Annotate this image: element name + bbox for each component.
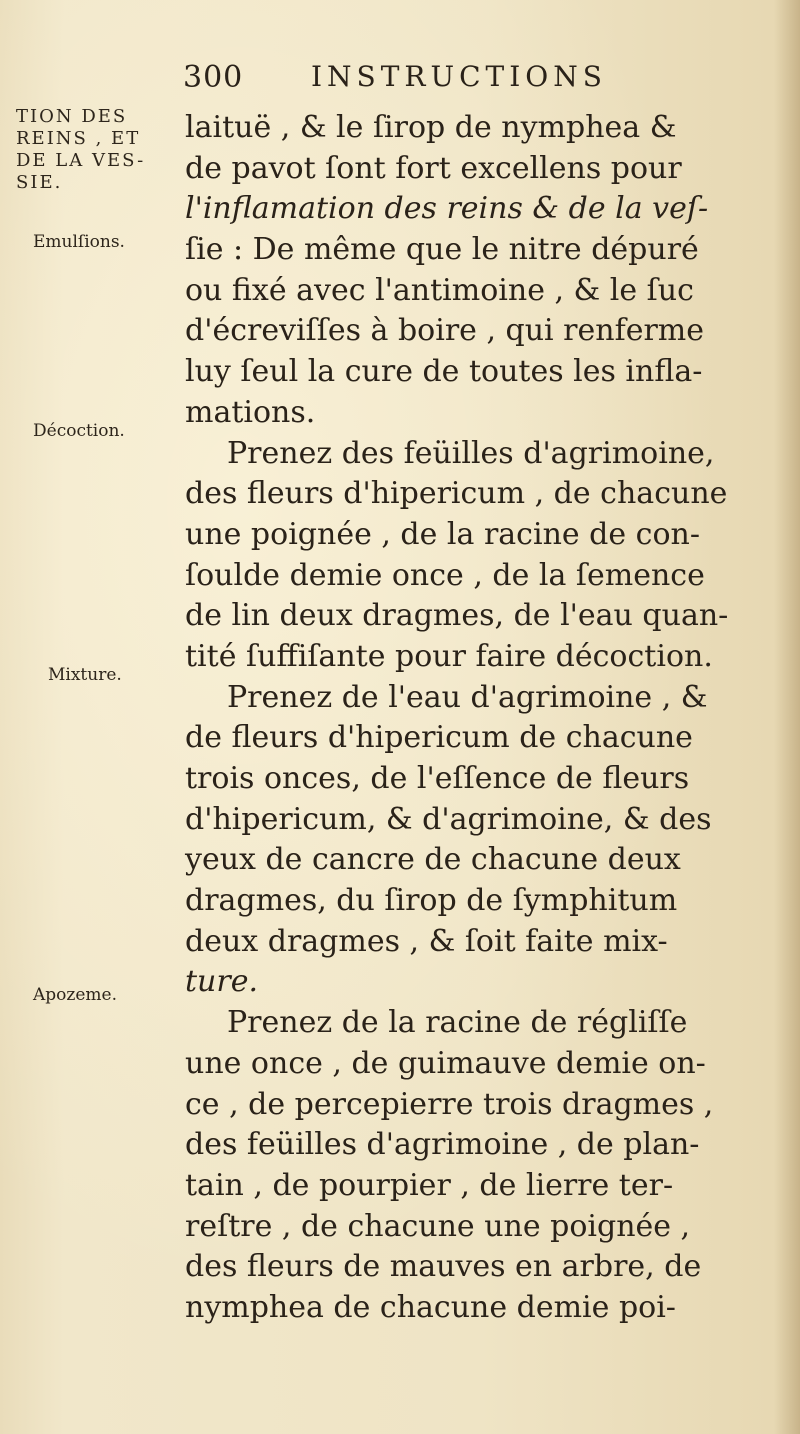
margin-heading-line: SIE.: [16, 172, 63, 193]
text-line: ou fixé avec l'antimoine , & le ſuc: [185, 272, 694, 308]
text-line: deux dragmes , & ſoit faite mix-: [185, 923, 668, 959]
text-line: Prenez de la racine de régliſſe: [227, 1005, 688, 1041]
text-line: luy ſeul la cure de toutes les infla-: [185, 354, 703, 390]
text-line: ce , de percepierre trois dragmes ,: [185, 1086, 714, 1122]
text-line: Prenez des feüilles d'agrimoine,: [227, 435, 715, 471]
text-line: de fleurs d'hipericum de chacune: [185, 720, 693, 756]
margin-note-apozeme: Apozeme.: [33, 985, 117, 1005]
page-number: 300: [183, 60, 244, 95]
text-line: tain , de pourpier , de lierre ter-: [185, 1167, 674, 1203]
text-line: de lin deux dragmes, de l'eau quan-: [185, 598, 729, 634]
text-line: une poignée , de la racine de con-: [185, 516, 700, 552]
margin-heading-line: REINS , ET: [16, 128, 141, 149]
text-line: laituë , & le ſirop de nymphea &: [185, 110, 677, 145]
text-line: des feüilles d'agrimoine , de plan-: [185, 1127, 700, 1163]
body-text: [185, 108, 729, 1329]
text-line: ſoulde demie once , de la ſemence: [185, 557, 705, 593]
text-line: mations.: [185, 394, 316, 430]
text-line: ſie : De même que le nitre dépuré: [185, 232, 699, 268]
text-line: Prenez de l'eau d'agrimoine , &: [227, 679, 708, 715]
text-line: d'écreviſſes à boire , qui renferme: [185, 313, 704, 349]
text-line: des fleurs d'hipericum , de chacune: [185, 476, 728, 512]
margin-section-heading: [16, 106, 176, 194]
text-line: d'hipericum, & d'agrimoine, & des: [185, 801, 712, 837]
text-line: reſtre , de chacune une poignée ,: [185, 1208, 691, 1244]
margin-heading-line: TION DES: [16, 106, 128, 127]
running-title: INSTRUCTIONS: [311, 60, 607, 93]
margin-note-emulsions: Emulſions.: [33, 232, 125, 252]
text-line: de pavot ſont fort excellens pour: [185, 150, 682, 186]
margin-note-decoction: Décoction.: [33, 421, 125, 441]
text-line: l'inflamation des reins & de la veſ-: [185, 191, 709, 227]
text-line: dragmes, du ſirop de ſymphitum: [185, 883, 678, 919]
text-line: des fleurs de mauves en arbre, de: [185, 1249, 702, 1285]
page-edge-shadow: [774, 0, 800, 1434]
text-line: yeux de cancre de chacune deux: [185, 842, 681, 878]
margin-note-mixture: Mixture.: [48, 665, 122, 685]
text-line: nymphea de chacune demie poi-: [185, 1289, 676, 1325]
running-header: [183, 58, 683, 98]
text-line: une once , de guimauve demie on-: [185, 1045, 706, 1081]
margin-heading-line: DE LA VES-: [16, 150, 146, 171]
text-line: trois onces, de l'eſſence de fleurs: [185, 761, 690, 796]
text-line: tité ſuffiſante pour faire décoction.: [185, 638, 713, 674]
text-line: ture.: [185, 964, 259, 1000]
